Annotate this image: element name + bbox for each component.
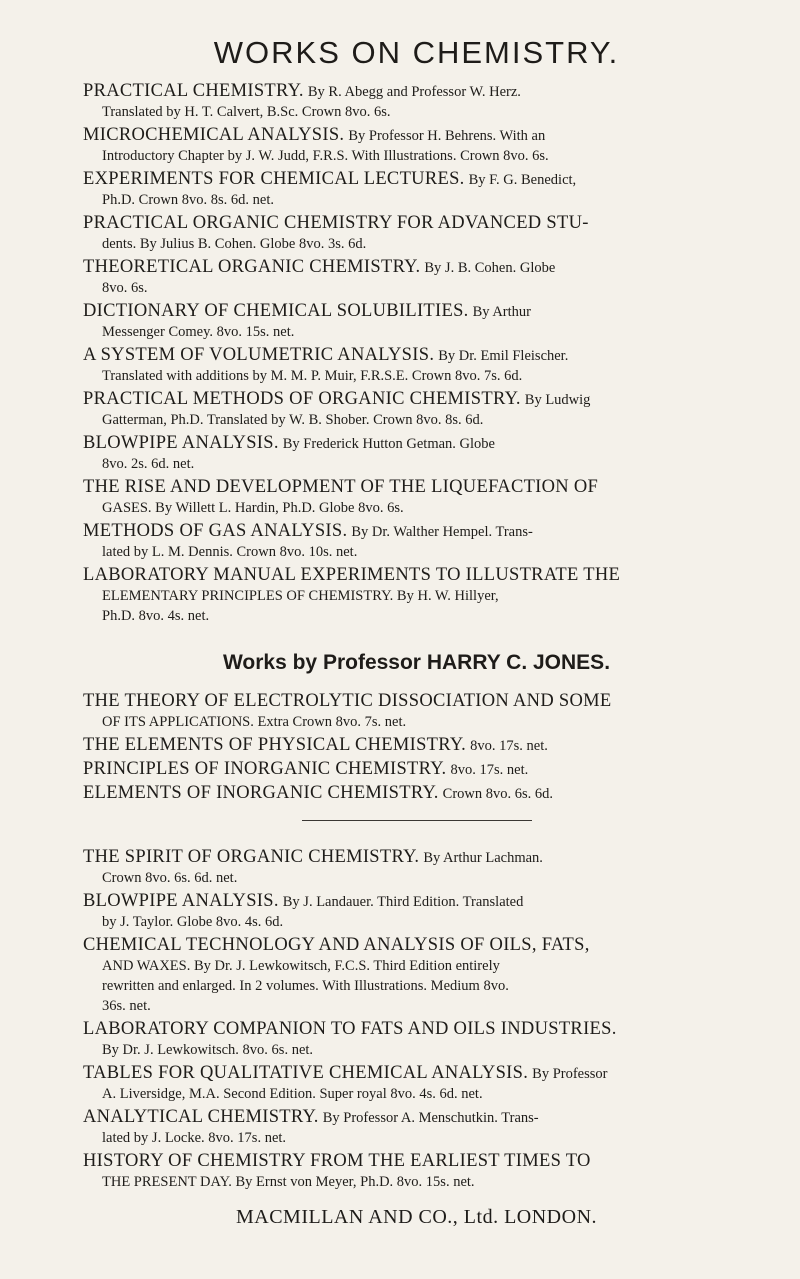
list-item: A SYSTEM OF VOLUMETRIC ANALYSIS. By Dr. Emil Fleischer. Translated with additions by M. M. P. Muir, F.R.S.E. Crown 8vo. 7s. 6d. — [83, 345, 569, 384]
list-item: METHODS OF GAS ANALYSIS. By Dr. Walther Hempel. Trans- lated by L. M. Dennis. Crown 8vo. 10s. net. — [83, 521, 533, 560]
list-item: THE THEORY OF ELECTROLYTIC DISSOCIATION AND SOME OF ITS APPLICATIONS. Extra Crown 8vo. 7s. net. — [83, 691, 612, 730]
page-title: WORKS ON CHEMISTRY. — [213, 35, 620, 70]
general-works-list — [83, 81, 750, 626]
list-item: BLOWPIPE ANALYSIS. By Frederick Hutton Getman. Globe 8vo. 2s. 6d. net. — [83, 433, 495, 472]
list-item: EXPERIMENTS FOR CHEMICAL LECTURES. By F. G. Benedict, Ph.D. Crown 8vo. 8s. 6d. net. — [83, 169, 577, 208]
list-item: LABORATORY COMPANION TO FATS AND OILS INDUSTRIES. By Dr. J. Lewkowitsch. 8vo. 6s. net. — [83, 1019, 617, 1058]
list-item: THE RISE AND DEVELOPMENT OF THE LIQUEFACTION OF GASES. By Willett L. Hardin, Ph.D. Globe 8vo. 6s. — [83, 477, 599, 516]
jones-works-list — [83, 691, 750, 804]
list-item: ELEMENTS OF INORGANIC CHEMISTRY. Crown 8vo. 6s. 6d. — [83, 783, 554, 803]
list-item: PRACTICAL CHEMISTRY. By R. Abegg and Professor W. Herz. Translated by H. T. Calvert, B.Sc. Crown 8vo. 6s. — [83, 81, 521, 120]
list-item: PRACTICAL ORGANIC CHEMISTRY FOR ADVANCED STU- dents. By Julius B. Cohen. Globe 8vo. 3s. 6d. — [83, 213, 589, 252]
list-item: ANALYTICAL CHEMISTRY. By Professor A. Menschutkin. Trans- lated by J. Locke. 8vo. 17s. net. — [83, 1107, 539, 1146]
section-divider — [302, 820, 532, 821]
more-works-list — [83, 847, 750, 1192]
list-item: THEORETICAL ORGANIC CHEMISTRY. By J. B. Cohen. Globe 8vo. 6s. — [83, 257, 556, 296]
jones-section-heading: Works by Professor HARRY C. JONES. — [222, 651, 611, 674]
list-item: BLOWPIPE ANALYSIS. By J. Landauer. Third Edition. Translated by J. Taylor. Globe 8vo. 4s. 6d. — [83, 891, 524, 930]
list-item: DICTIONARY OF CHEMICAL SOLUBILITIES. By Arthur Messenger Comey. 8vo. 15s. net. — [83, 301, 531, 340]
list-item: PRINCIPLES OF INORGANIC CHEMISTRY. 8vo. 17s. net. — [83, 759, 529, 779]
list-item: MICROCHEMICAL ANALYSIS. By Professor H. Behrens. With an Introductory Chapter by J. W. Judd, F.R.S. With Illustrations. Crown 8vo. 6s. — [83, 125, 549, 164]
list-item: LABORATORY MANUAL EXPERIMENTS TO ILLUSTRATE THE ELEMENTARY PRINCIPLES OF CHEMISTRY. By H. W. Hillyer, Ph.D. 8vo. 4s. net. — [83, 565, 621, 624]
list-item: THE ELEMENTS OF PHYSICAL CHEMISTRY. 8vo. 17s. net. — [83, 735, 548, 755]
list-item: CHEMICAL TECHNOLOGY AND ANALYSIS OF OILS, FATS, AND WAXES. By Dr. J. Lewkowitsch, F.C.S. Third Edition entirely rewritten and enlarged. In 2 volumes. With Illustrations. Medium 8vo. 36s. net. — [83, 935, 590, 1014]
publisher-imprint: MACMILLAN AND CO., Ltd. LONDON. — [235, 1206, 598, 1228]
list-item: HISTORY OF CHEMISTRY FROM THE EARLIEST TIMES TO THE PRESENT DAY. By Ernst von Meyer, Ph.D. 8vo. 15s. net. — [83, 1151, 591, 1190]
list-item: TABLES FOR QUALITATIVE CHEMICAL ANALYSIS. By Professor A. Liversidge, M.A. Second Edition. Super royal 8vo. 4s. 6d. net. — [83, 1063, 608, 1102]
list-item: THE SPIRIT OF ORGANIC CHEMISTRY. By Arthur Lachman. Crown 8vo. 6s. 6d. net. — [83, 847, 543, 886]
list-item: PRACTICAL METHODS OF ORGANIC CHEMISTRY. By Ludwig Gatterman, Ph.D. Translated by W. B. Shober. Crown 8vo. 8s. 6d. — [83, 389, 591, 428]
